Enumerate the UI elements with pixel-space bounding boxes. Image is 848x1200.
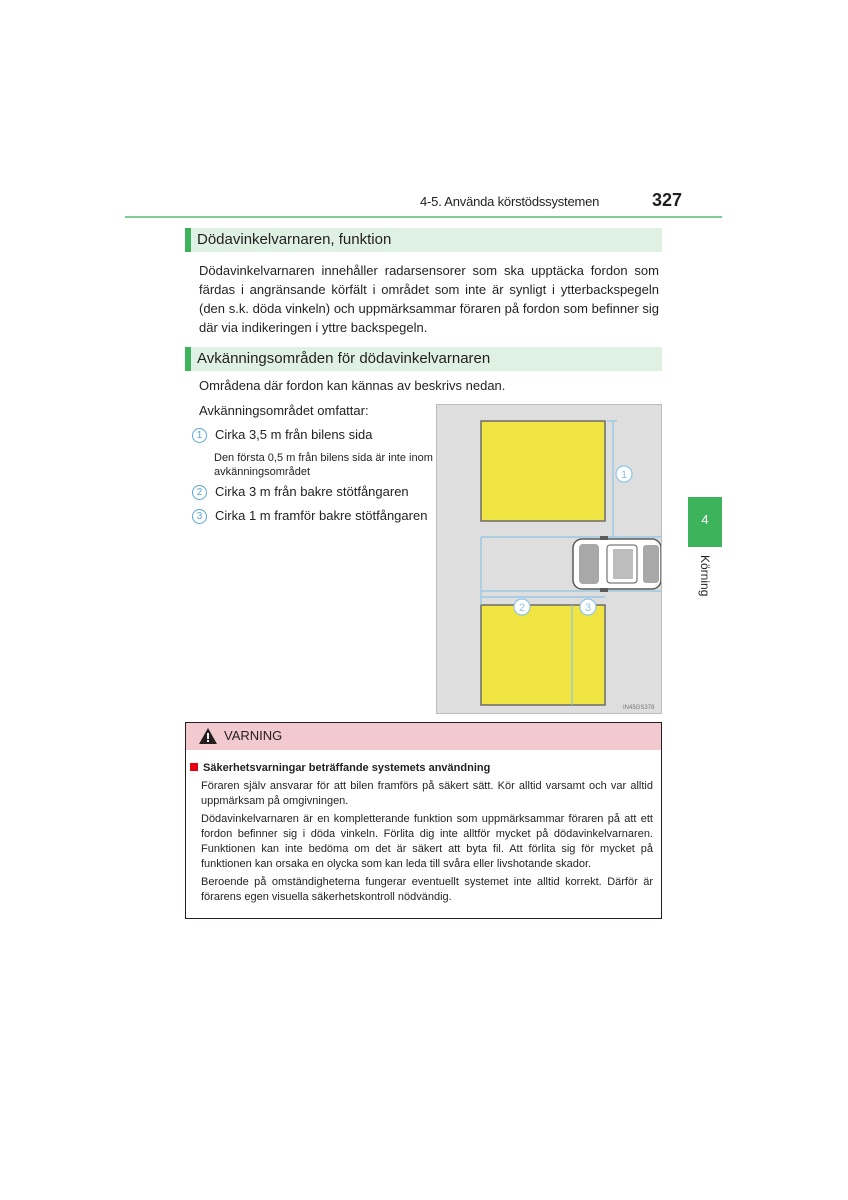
label-2 bbox=[514, 599, 530, 615]
list-item bbox=[192, 427, 373, 443]
header-divider bbox=[125, 216, 722, 218]
list-item-text: Cirka 1 m framför bakre stötfångaren bbox=[215, 508, 428, 523]
warning-paragraph: Föraren själv ansvarar för att bilen framförs på säkert sätt. Kör alltid varsamt och var alltid uppmärksam på omgivningen. bbox=[201, 780, 653, 807]
section-heading-function bbox=[185, 228, 662, 252]
detection-area-diagram bbox=[436, 404, 662, 714]
figure-code: IN45GS378 bbox=[623, 705, 655, 711]
warning-paragraph: Dödavinkelvarnaren är en kompletterande funktion som uppmärksammar föraren på att ett fordon befinner sig i döda vinkeln. Förlita dig inte alltför mycket på dödavinkelvarnaren. Funktionen kan inte bedöma om det är säkert att byta fil. Att förlita sig för mycket på funktionen kan orsaka en olycka som kan leda till svåra eller livshotande skador. bbox=[201, 813, 653, 870]
number-badge: 2 bbox=[192, 485, 207, 500]
warning-header bbox=[186, 723, 661, 750]
svg-text:2: 2 bbox=[518, 602, 526, 614]
number-badge: 3 bbox=[192, 509, 207, 524]
detection-includes: Avkänningsområdet omfattar: bbox=[199, 403, 369, 418]
label-1 bbox=[616, 466, 632, 482]
warning-heading: VARNING bbox=[224, 728, 283, 743]
section-title: Avkänningsområden för dödavinkelvarnaren bbox=[197, 350, 491, 367]
warning-triangle-icon bbox=[198, 727, 218, 745]
list-item-text: Cirka 3,5 m från bilens sida bbox=[215, 427, 373, 442]
page-number: 327 bbox=[652, 190, 683, 210]
warning-title-text: Säkerhetsvarningar beträffande systemets användning bbox=[203, 762, 491, 774]
warning-box bbox=[185, 722, 662, 919]
section-marker bbox=[185, 228, 191, 252]
warning-title bbox=[190, 762, 490, 774]
label-3 bbox=[580, 599, 596, 615]
warning-paragraph: Beroende på omständigheterna fungerar eventuellt systemet inte alltid korrekt. Därför är förarens egen visuella säkerhetskontroll nödvändig. bbox=[201, 876, 653, 903]
function-description: Dödavinkelvarnaren innehåller radarsensorer som ska upptäcka fordon som färdas i angränsande körfält i området som inte är synligt i ytterbackspegeln (den s.k. döda vinkeln) och uppmärksammar föraren på fordon som befinner sig där via indikeringen i yttre backspegeln. bbox=[199, 263, 659, 335]
list-item-text: Cirka 3 m från bakre stötfångaren bbox=[215, 484, 409, 499]
svg-text:3: 3 bbox=[584, 602, 592, 614]
side-detection-zone bbox=[481, 421, 605, 521]
detection-area-illustration bbox=[437, 405, 661, 713]
list-item bbox=[192, 508, 427, 524]
section-title: Dödavinkelvarnaren, funktion bbox=[197, 231, 392, 248]
chapter-tab bbox=[688, 497, 722, 547]
section-marker bbox=[185, 347, 191, 371]
chapter-title: 4-5. Använda körstödssystemen bbox=[420, 194, 600, 209]
chapter-number: 4 bbox=[701, 512, 709, 527]
bullet-square-icon bbox=[190, 763, 198, 771]
detection-intro: Områdena där fordon kan kännas av beskrivs nedan. bbox=[199, 378, 506, 393]
list-item-note: Den första 0,5 m från bilens sida är inte inom avkänningsområdet bbox=[214, 452, 433, 478]
section-heading-detection-areas bbox=[185, 347, 662, 371]
rear-detection-zone bbox=[481, 605, 605, 705]
svg-text:1: 1 bbox=[620, 469, 628, 481]
list-item bbox=[192, 484, 409, 500]
number-badge: 1 bbox=[192, 428, 207, 443]
chapter-label: Körning bbox=[698, 555, 712, 597]
car-icon bbox=[573, 536, 661, 592]
chapter-tab-label bbox=[693, 556, 717, 616]
